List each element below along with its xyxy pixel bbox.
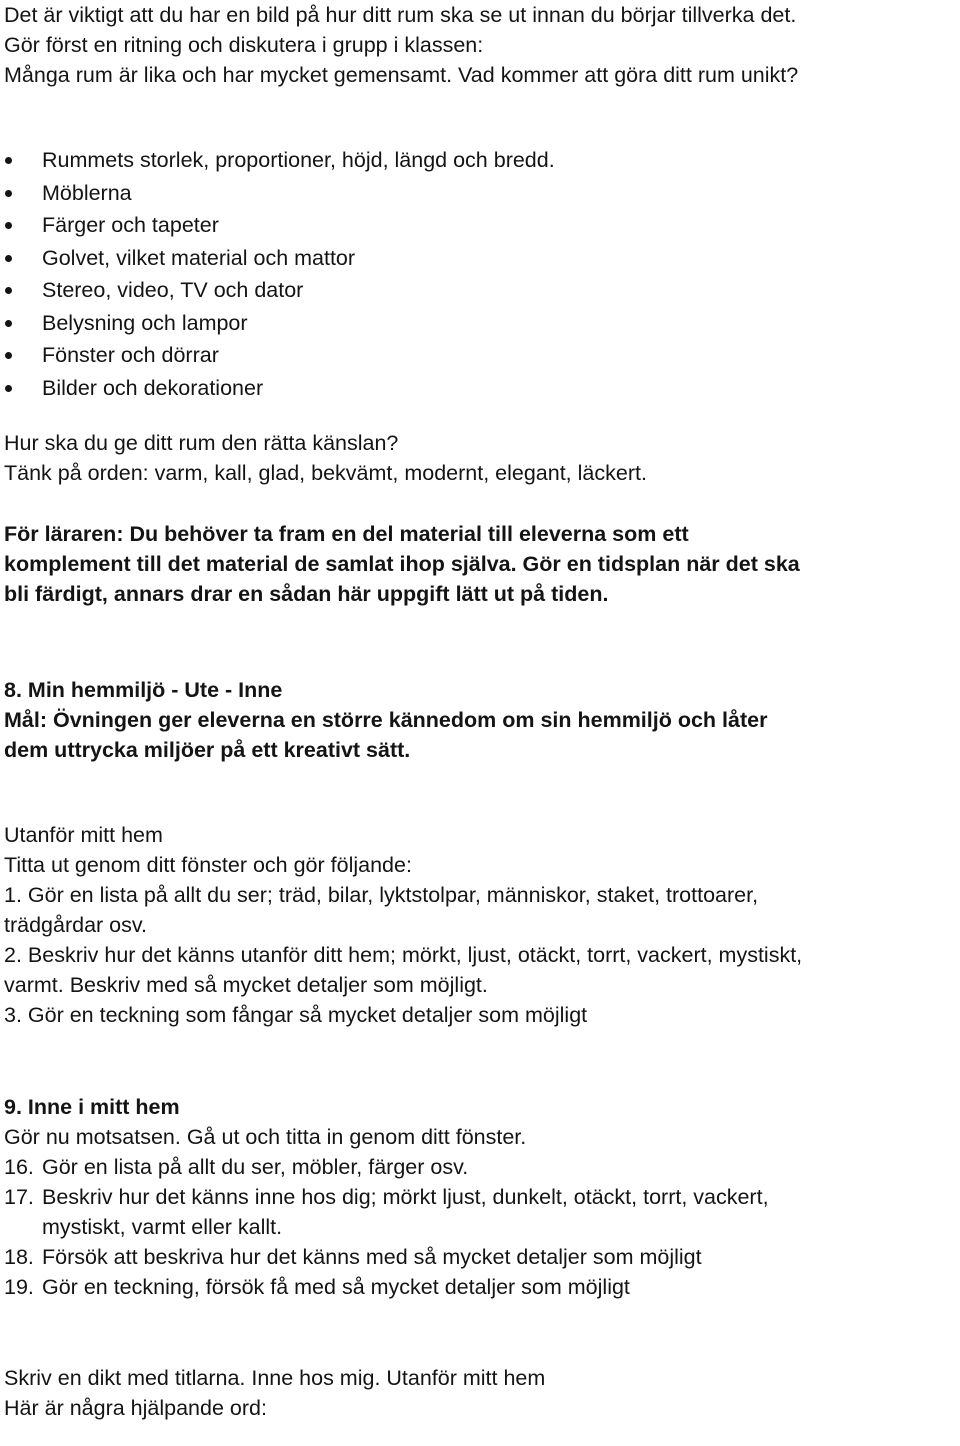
bullet-icon bbox=[5, 157, 12, 164]
bullet-text: Färger och tapeter bbox=[42, 213, 219, 237]
poem-line: Här är några hjälpande ord: bbox=[4, 1396, 267, 1420]
bullet-list bbox=[4, 144, 954, 404]
bullet-icon bbox=[5, 255, 12, 262]
bullet-item bbox=[4, 209, 954, 242]
section-8 bbox=[4, 675, 954, 1030]
step-line: 1. Gör en lista på allt du ser; träd, bilar, lyktstolpar, människor, staket, trottoarer, bbox=[4, 883, 759, 907]
bullet-icon bbox=[5, 222, 12, 229]
poem-paragraph bbox=[4, 1363, 954, 1423]
numbered-item bbox=[4, 1242, 954, 1272]
bullet-icon bbox=[5, 287, 12, 294]
bullet-item bbox=[4, 339, 954, 372]
item-text: Gör en teckning, försök få med så mycket detaljer som möjligt bbox=[42, 1275, 630, 1299]
bullet-item bbox=[4, 242, 954, 275]
intro-line: Många rum är lika och har mycket gemensamt. Vad kommer att göra ditt rum unikt? bbox=[4, 63, 799, 87]
item-text: Gör en lista på allt du ser, möbler, färger osv. bbox=[42, 1155, 469, 1179]
teacher-note-line: För läraren: Du behöver ta fram en del material till eleverna som ett bbox=[4, 522, 689, 546]
intro-paragraph bbox=[4, 0, 954, 90]
step-line: varmt. Beskriv med så mycket detaljer som möjligt. bbox=[4, 973, 488, 997]
bullet-text: Fönster och dörrar bbox=[42, 343, 219, 367]
bullet-text: Golvet, vilket material och mattor bbox=[42, 245, 356, 270]
step-line: trädgårdar osv. bbox=[4, 913, 148, 937]
item-text: mystiskt, varmt eller kallt. bbox=[42, 1215, 283, 1239]
numbered-item bbox=[4, 1152, 954, 1182]
bullet-item bbox=[4, 274, 954, 307]
section-8-steps bbox=[4, 880, 954, 1030]
intro-line: Det är viktigt att du har en bild på hur ditt rum ska se ut innan du börjar tillverka det. bbox=[4, 3, 797, 27]
section-8-subheading: Utanför mitt hem bbox=[4, 823, 163, 847]
bullet-item bbox=[4, 144, 954, 177]
bullet-text: Rummets storlek, proportioner, höjd, längd och bredd. bbox=[42, 148, 555, 172]
teacher-note-line: bli färdigt, annars drar en sådan här uppgift lätt ut på tiden. bbox=[4, 582, 609, 606]
item-number: 19. bbox=[4, 1275, 34, 1299]
section-8-goal-line: Mål: Övningen ger eleverna en större kännedom om sin hemmiljö och låter bbox=[4, 708, 768, 732]
section-9 bbox=[4, 1092, 954, 1302]
bullet-item bbox=[4, 307, 954, 340]
bullet-item bbox=[4, 177, 954, 210]
item-text: Beskriv hur det känns inne hos dig; mörkt ljust, dunkelt, otäckt, torrt, vackert, bbox=[42, 1185, 769, 1209]
bullet-text: Belysning och lampor bbox=[42, 310, 248, 335]
section-9-steps bbox=[4, 1152, 954, 1302]
step-line: 2. Beskriv hur det känns utanför ditt hem; mörkt, ljust, otäckt, torrt, vackert, mystiskt, bbox=[4, 943, 803, 967]
section-8-instruction: Titta ut genom ditt fönster och gör följande: bbox=[4, 853, 412, 877]
teacher-note bbox=[4, 519, 954, 609]
poem-line: Skriv en dikt med titlarna. Inne hos mig. Utanför mitt hem bbox=[4, 1366, 546, 1390]
section-8-title: 8. Min hemmiljö - Ute - Inne bbox=[4, 678, 283, 702]
section-8-goal-line: dem uttrycka miljöer på ett kreativt sätt. bbox=[4, 738, 411, 762]
numbered-item bbox=[4, 1272, 954, 1302]
teacher-note-line: komplement till det material de samlat ihop själva. Gör en tidsplan när det ska bbox=[4, 552, 800, 576]
numbered-item bbox=[4, 1182, 954, 1242]
bullet-text: Bilder och dekorationer bbox=[42, 375, 264, 400]
feeling-paragraph bbox=[4, 428, 954, 488]
bullet-icon bbox=[5, 352, 12, 359]
bullet-text: Möblerna bbox=[42, 180, 132, 205]
bullet-text: Stereo, video, TV och dator bbox=[42, 278, 304, 302]
feeling-words: Tänk på orden: varm, kall, glad, bekvämt, modernt, elegant, läckert. bbox=[4, 461, 647, 485]
item-number: 18. bbox=[4, 1245, 34, 1269]
section-9-instruction: Gör nu motsatsen. Gå ut och titta in genom ditt fönster. bbox=[4, 1125, 527, 1149]
item-text: Försök att beskriva hur det känns med så mycket detaljer som möjligt bbox=[42, 1245, 702, 1269]
intro-line: Gör först en ritning och diskutera i grupp i klassen: bbox=[4, 33, 484, 57]
bullet-icon bbox=[5, 385, 12, 392]
item-number: 17. bbox=[4, 1185, 34, 1209]
section-9-title: 9. Inne i mitt hem bbox=[4, 1095, 180, 1119]
bullet-icon bbox=[5, 320, 12, 327]
bullet-icon bbox=[5, 190, 12, 197]
feeling-question: Hur ska du ge ditt rum den rätta känslan? bbox=[4, 431, 399, 455]
document-page bbox=[4, 0, 954, 1423]
item-number: 16. bbox=[4, 1155, 34, 1179]
bullet-item bbox=[4, 372, 954, 405]
step-line: 3. Gör en teckning som fångar så mycket detaljer som möjligt bbox=[4, 1003, 588, 1027]
